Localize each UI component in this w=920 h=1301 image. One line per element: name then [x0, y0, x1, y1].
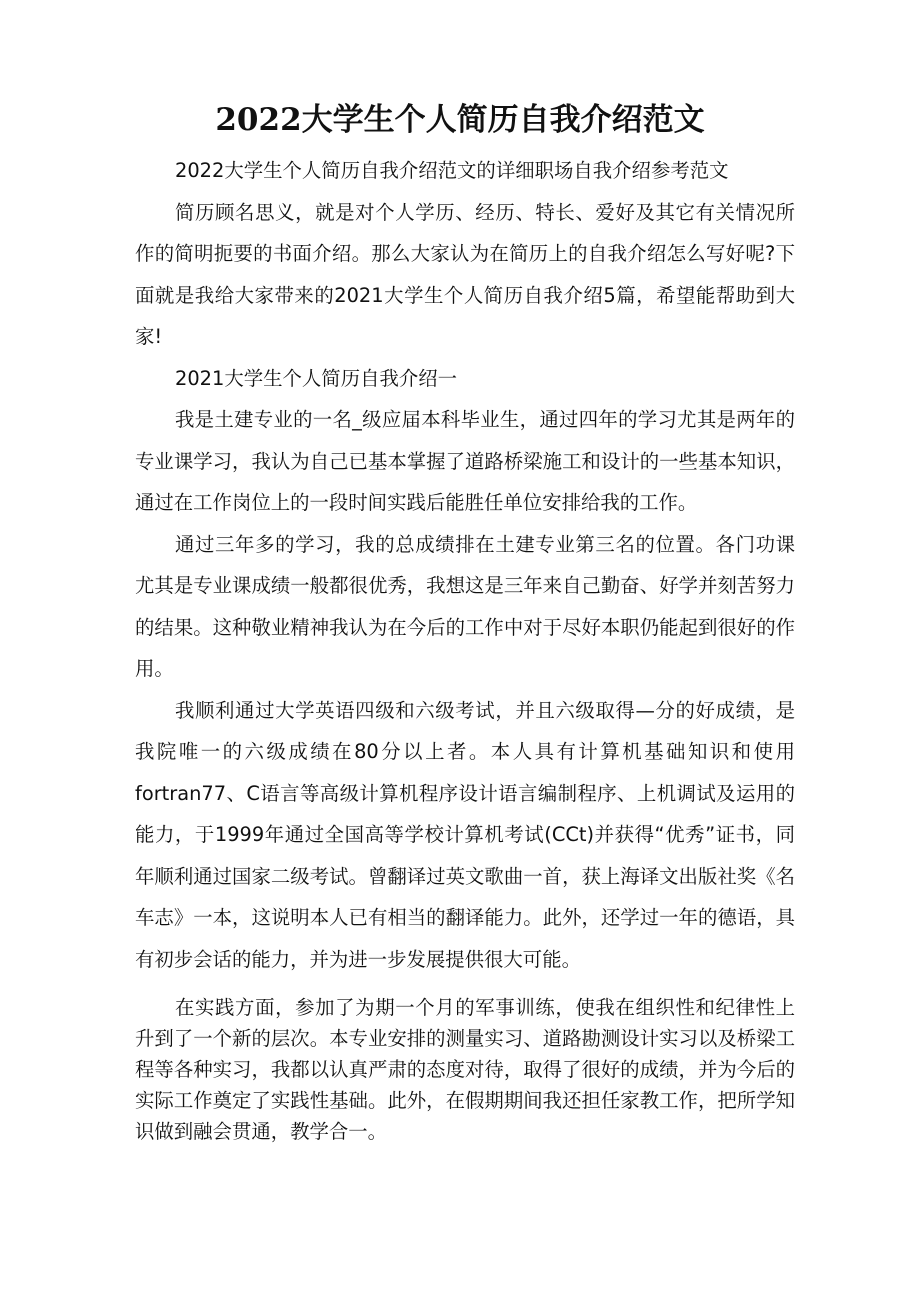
document-title: 2022大学生个人简历自我介绍范文 — [215, 102, 705, 138]
paragraph-intro: 简历顾名思义，就是对个人学历、经历、特长、爱好及其它有关情况所作的简明扼要的书面介绍。那么大家认为在简历上的自我介绍怎么写好呢?下面就是我给大家带来的2021大学生个人简历自我介绍5篇，希望能帮助到大家! — [135, 200, 795, 348]
paragraph-practice: 在实践方面，参加了为期一个月的军事训练，使我在组织性和纪律性上升到了一个新的层次。本专业安排的测量实习、道路勘测设计实习以及桥梁工程等各种实习，我都以认真严肃的态度对待，取得了很好的成绩，并为今后的实际工作奠定了实践性基础。此外，在假期期间我还担任家教工作，把所学知识做到融会贯通，教学合一。 — [135, 996, 795, 1143]
document-body — [135, 150, 795, 1147]
paragraph-skills: 我顺利通过大学英语四级和六级考试，并且六级取得—分的好成绩，是我院唯一的六级成绩在80分以上者。本人具有计算机基础知识和使用fortran77、C语言等高级计算机程序设计语言编制程序、上机调试及运用的能力，于1999年通过全国高等学校计算机考试(CCt)并获得“优秀”证书，同年顺利通过国家二级考试。曾翻译过英文歌曲一首，获上海译文出版社奖《名车志》一本，这说明本人已有相当的翻译能力。此外，还学过一年的德语，具有初步会话的能力，并为进一步发展提供很大可能。 — [135, 698, 795, 971]
paragraph-subtitle: 2022大学生个人简历自我介绍范文的详细职场自我介绍参考范文 — [175, 159, 729, 182]
paragraph-grades: 通过三年多的学习，我的总成绩排在土建专业第三名的位置。各门功课尤其是专业课成绩一般都很优秀，我想这是三年来自己勤奋、好学并刻苦努力的结果。这种敬业精神我认为在今后的工作中对于尽好本职仍能起到很好的作用。 — [135, 532, 795, 680]
paragraph-major: 我是土建专业的一名_级应届本科毕业生，通过四年的学习尤其是两年的专业课学习，我认为自己已基本掌握了道路桥梁施工和设计的一些基本知识，通过在工作岗位上的一段时间实践后能胜任单位安排给我的工作。 — [135, 408, 795, 514]
paragraph-section-heading: 2021大学生个人简历自我介绍一 — [175, 366, 458, 390]
